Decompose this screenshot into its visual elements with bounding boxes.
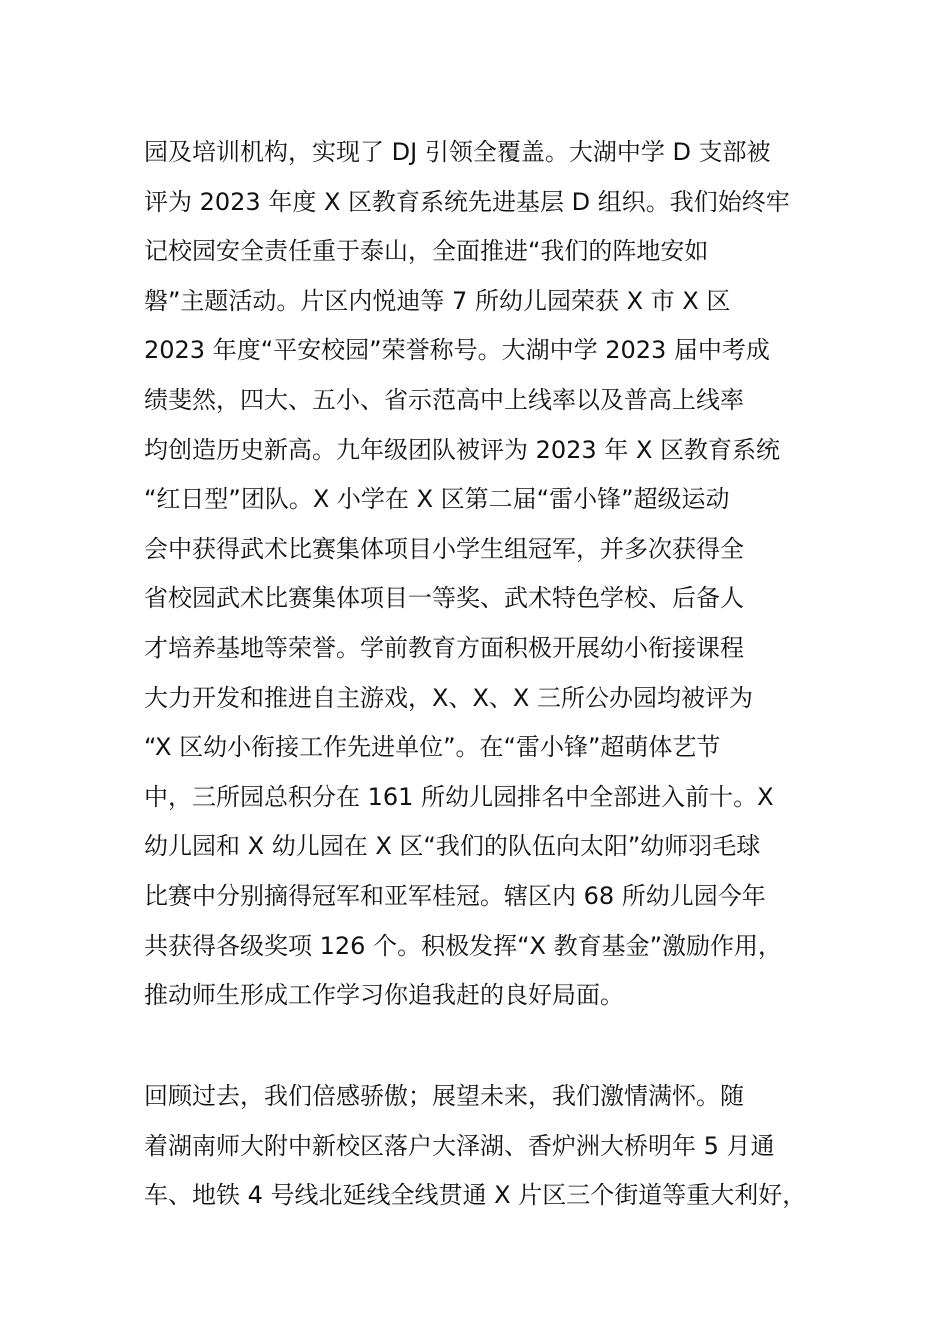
text-line: “X 区幼小衔接工作先进单位”。在“雷小锋”超萌体艺节 bbox=[144, 733, 721, 762]
text-line: 比赛中分别摘得冠军和亚军桂冠。辖区内 68 所幼儿园今年 bbox=[144, 881, 766, 910]
text-line: 园及培训机构，实现了 DJ 引领全覆盖。大湖中学 D 支部被 bbox=[144, 138, 771, 166]
paragraph-achievements bbox=[144, 128, 834, 1021]
text-line: 大力开发和推进自主游戏，X、X、X 三所公办园均被评为 bbox=[144, 683, 753, 712]
text-line: 会中获得武术比赛集体项目小学生组冠军，并多次获得全 bbox=[144, 534, 744, 563]
text-line: 记校园安全责任重于泰山，全面推进“我们的阵地安如 bbox=[144, 237, 709, 266]
text-line: 2023 年度“平安校园”荣誉称号。大湖中学 2023 届中考成 bbox=[144, 336, 770, 365]
text-line: 均创造历史新高。九年级团队被评为 2023 年 X 区教育系统 bbox=[144, 435, 781, 464]
text-line: 才培养基地等荣誉。学前教育方面积极开展幼小衔接课程 bbox=[144, 633, 744, 662]
text-line: 推动师生形成工作学习你追我赶的良好局面。 bbox=[144, 981, 624, 1010]
text-line: 评为 2023 年度 X 区教育系统先进基层 D 组织。我们始终牢 bbox=[144, 187, 790, 216]
text-line: “红日型”团队。X 小学在 X 区第二届“雷小锋”超级运动 bbox=[144, 485, 730, 514]
text-line: 磐”主题活动。片区内悦迪等 7 所幼儿园荣获 X 市 X 区 bbox=[144, 286, 731, 315]
text-line: 省校园武术比赛集体项目一等奖、武术特色学校、后备人 bbox=[144, 584, 744, 613]
text-line: 绩斐然，四大、五小、省示范高中上线率以及普高上线率 bbox=[144, 385, 744, 414]
text-line: 回顾过去，我们倍感骄傲；展望未来，我们激情满怀。随 bbox=[144, 1082, 744, 1110]
text-line: 共获得各级奖项 126 个。积极发挥“X 教育基金”激励作用， bbox=[144, 931, 783, 960]
text-line: 中，三所园总积分在 161 所幼儿园排名中全部进入前十。X bbox=[144, 782, 774, 811]
text-line: 车、地铁 4 号线北延线全线贯通 X 片区三个街道等重大利好， bbox=[144, 1181, 807, 1210]
text-line: 着湖南师大附中新校区落户大泽湖、香炉洲大桥明年 5 月通 bbox=[144, 1131, 775, 1160]
text-line: 幼儿园和 X 幼儿园在 X 区“我们的队伍向太阳”幼师羽毛球 bbox=[144, 832, 761, 861]
paragraph-outlook bbox=[144, 1072, 834, 1221]
